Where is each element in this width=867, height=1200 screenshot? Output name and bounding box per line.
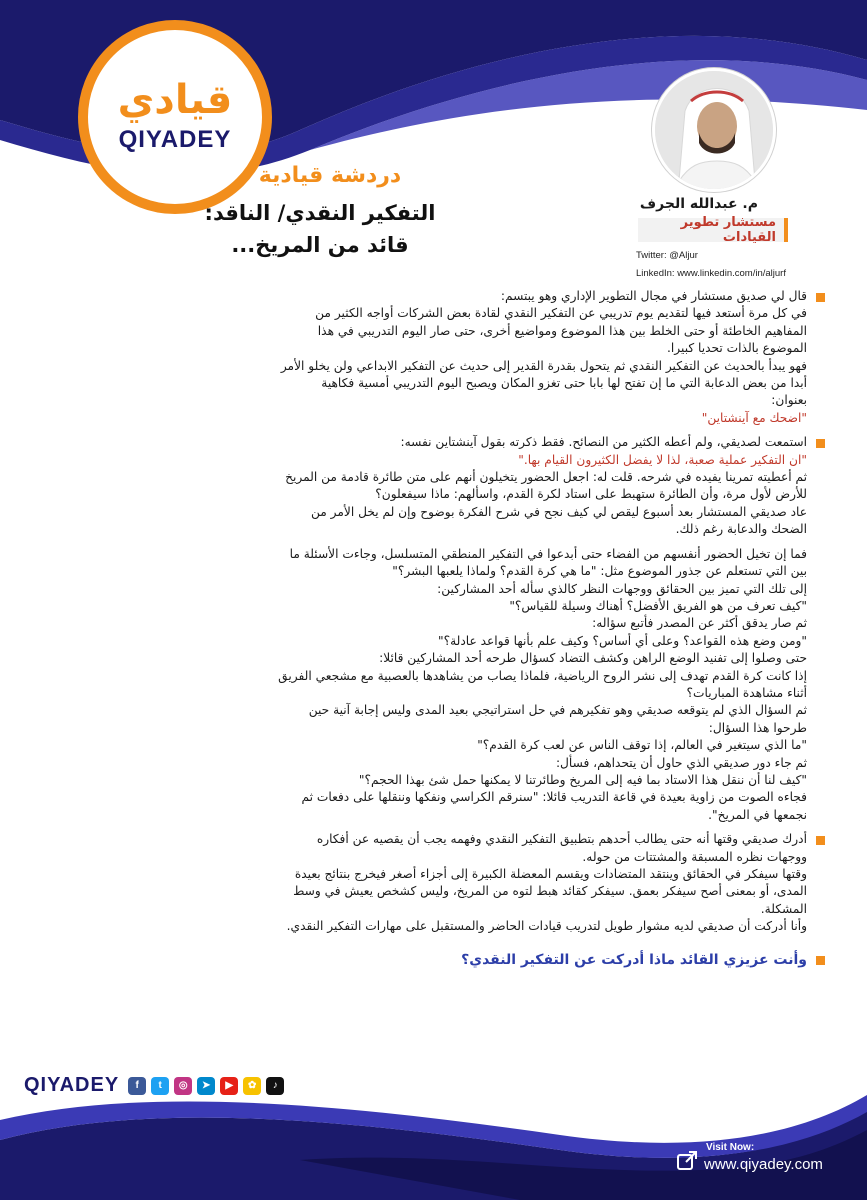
- article-line: أدرك صديقي وقتها أنه حتى يطالب أحدهم بتطبيق التفكير النقدي وفهمه يجب أن يقصيه عن أفكاره: [316, 832, 807, 847]
- website-link[interactable]: www.qiyadey.com: [704, 1156, 823, 1173]
- article-line: "كيف لنا أن ننقل هذا الاستاد بما فيه إلى المريخ وطائرتنا لا يمكنها حمل شئ بهذا الحجم؟": [358, 772, 807, 787]
- article-line: المشكلة.: [760, 901, 807, 916]
- closing-question: وأنت عزيزي القائد ماذا أدركت عن التفكير النقدي؟: [461, 951, 807, 968]
- article-line: فهو يبدأ بالحديث عن التفكير النقدي ثم يتحول بقدرة القدير إلى حديث عن التفكير الابداعي ولن يخلو الأمر: [280, 358, 807, 373]
- article-line: ثم أعطيته تمرينا يفيده في شرحه. قلت له: اجعل الحضور يتخيلون أنهم على متن طائرة قادمة من المريخ: [285, 470, 807, 485]
- bullet-square-icon: [816, 956, 825, 965]
- paragraph-block: [30, 288, 825, 427]
- facebook-icon[interactable]: f: [128, 1077, 146, 1095]
- article-line: "كيف تعرف من هو الفريق الأفضل؟ أهناك وسيلة للقياس؟": [509, 598, 807, 613]
- paragraph-block: [30, 546, 825, 825]
- article-line: عاد صديقي المستشار بعد أسبوع ليقص لي كيف نجح في شرح الفكرة بوضوح وإن لم يخل الأمر من: [310, 504, 807, 519]
- article-line: "ما الذي سيتغير في العالم، إذا توقف الناس عن لعب كرة القدم؟": [477, 738, 807, 753]
- twitter-handle[interactable]: Twitter: @Aljur: [636, 250, 698, 261]
- author-name: م. عبدالله الجرف: [639, 196, 758, 212]
- article-quote-line: "اضحك مع آينشتاين": [701, 410, 807, 425]
- youtube-icon[interactable]: ▶: [220, 1077, 238, 1095]
- article-line: في كل مرة أستعد فيها لتقديم يوم تدريبي عن التفكير النقدي لقادة بعض الشركات أواجه الكثير من: [315, 306, 807, 321]
- article-line: إلى تلك التي تميز بين الحقائق ووجهات النظر كالذي سأله أحد المشاركين:: [437, 581, 807, 596]
- article-line: استمعت لصديقي، ولم أعطه الكثير من النصائح. فقط ذكرته بقول آينشتاين نفسه:: [400, 435, 807, 450]
- article-line: بين التي تستعلم عن جذور الموضوع مثل: "ما هي كرة القدم؟ ولماذا يلعبها البشر؟": [392, 564, 807, 579]
- article-body: [30, 288, 825, 977]
- article-line: ثم جاء دور صديقي الذي حاول أن يتحداهم، فسأل:: [555, 755, 807, 770]
- article-line: فما إن تخيل الحضور أنفسهم من الفضاء حتى أبدعوا في التفكير المنطقي المتسلسل، وجاءت الأسئلة ما: [289, 546, 807, 561]
- bullet-square-icon: [816, 439, 825, 448]
- article-line: وأنا أدركت أن صديقي لديه مشوار طويل لتدريب قيادات الحاضر والمستقبل على مهارات التفكير النقدي.: [286, 919, 807, 934]
- footer-brand-row: [24, 1074, 284, 1097]
- closing-question-block: [30, 950, 825, 970]
- bullet-square-icon: [816, 836, 825, 845]
- article-line: فجاءه الصوت من زاوية بعيدة في قاعة التدريب قائلا: "سنرقم الكراسي ونفكها وننقلها على دفعات ثم: [301, 790, 807, 805]
- article-line: الضحك والدعابة رغم ذلك.: [675, 522, 807, 537]
- article-line: أثناء مشاهدة المباريات؟: [686, 685, 807, 700]
- series-title: دردشة قيادية: [258, 163, 402, 188]
- paragraph-block: [30, 434, 825, 538]
- article-title-line1: التفكير النقدي/ الناقد:: [204, 201, 436, 225]
- article-line: أبدا من بعض الدعابة التي ما إن تفتح لها بابا حتى تغزو المكان ويصبح اليوم التدريبي أمسية فكاهية: [321, 376, 807, 391]
- linkedin-url[interactable]: LinkedIn: www.linkedin.com/in/aljurf: [636, 268, 786, 279]
- article-line: إذا كانت كرة القدم تهدف إلى نشر الروح الرياضية، فلماذا يصاب من يشاهدها بالعصبية مع مشجعي الفريق: [278, 668, 807, 683]
- article-line: قال لي صديق مستشار في مجال التطوير الإداري وهو يبتسم:: [500, 289, 807, 303]
- article-quote-line: "ان التفكير عملية صعبة، لذا لا يفضل الكثيرون القيام بها.": [518, 452, 807, 467]
- bullet-square-icon: [816, 293, 825, 302]
- twitter-icon[interactable]: t: [151, 1077, 169, 1095]
- logo-arabic-text: قيادي: [117, 77, 233, 123]
- article-line: طرحوا هذا السؤال:: [708, 720, 807, 735]
- article-line: نجمعها في المريخ".: [708, 807, 807, 822]
- tiktok-icon[interactable]: ♪: [266, 1077, 284, 1095]
- article-line: المدى، أو بمعنى أصح سيفكر بعمق. سيفكر كقائد هبط لتوه من المريخ، وليس كشخص يعيش في وسط: [293, 884, 807, 899]
- instagram-icon[interactable]: ◎: [174, 1077, 192, 1095]
- telegram-icon[interactable]: ➤: [197, 1077, 215, 1095]
- author-title-box: [638, 215, 788, 245]
- article-line: للأرض لأول مرة، وأن الطائرة ستهبط على استاد لكرة القدم، واسألهم: ماذا سيفعلون؟: [375, 487, 807, 502]
- article-title-line2: قائد من المريخ...: [231, 233, 409, 257]
- external-link-icon[interactable]: [676, 1150, 698, 1172]
- article-line: وقتها سيفكر في الحقائق وينتقد المتضادات ويقسم المعضلة الكبيرة إلى أجزاء أصغر فيخرج بنتائج بعيدة: [294, 867, 807, 881]
- article-line: حتى وصلوا إلى تفنيد الوضع الراهن وكشف التضاد كسؤال طرحه أحد المشاركين قائلا:: [379, 651, 807, 666]
- article-line: "ومن وضع هذه القواعد؟ وعلى أي أساس؟ وكيف علم بأنها قواعد عادلة؟": [438, 633, 807, 648]
- article-line: الموضوع بالذات تحديا كبيرا.: [667, 341, 807, 356]
- snapchat-icon[interactable]: ✿: [243, 1077, 261, 1095]
- logo-english-text: QIYADEY: [118, 126, 232, 153]
- article-line: ووجهات نظره المسبقة والمشتتات من حوله.: [582, 849, 807, 864]
- article-line: بعنوان:: [771, 393, 807, 408]
- article-line: المفاهيم الخاطئة أو حتى الخلط بين هذا الموضوع ومواضيع أخرى، حتى صار اليوم التدريبي في هذا: [317, 323, 807, 338]
- article-line: ثم السؤال الذي لم يتوقعه صديقي وهو تفكيرهم في حل استراتيجي بعيد المدى وليس إجابة آنية حين: [308, 703, 807, 718]
- paragraph-block: [30, 831, 825, 935]
- author-title: مستشار تطوير القيادات: [680, 215, 776, 245]
- author-photo: [652, 68, 776, 192]
- footer-brand-text: QIYADEY: [24, 1074, 120, 1096]
- visit-label: Visit Now:: [706, 1142, 755, 1153]
- article-line: ثم صار يدقق أكثر عن المصدر فأتبع سؤاله:: [592, 616, 807, 631]
